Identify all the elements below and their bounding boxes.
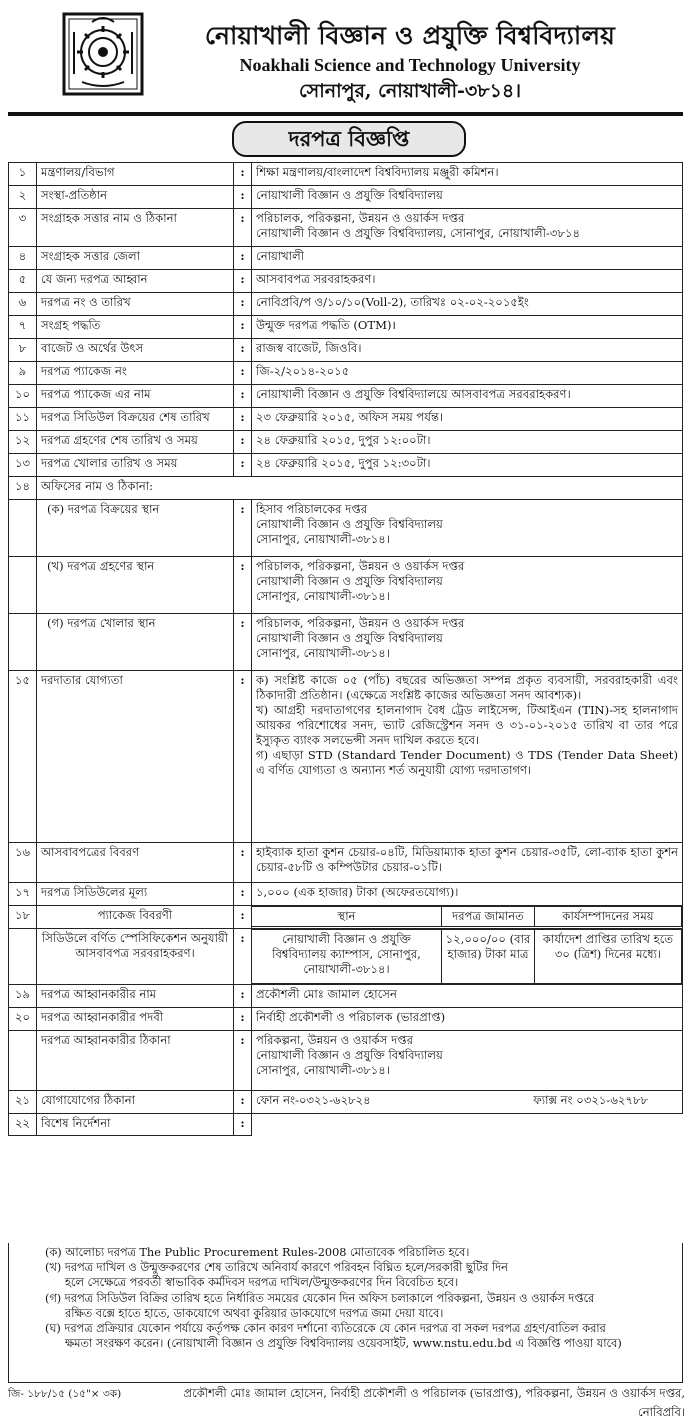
row-number: ৭	[9, 316, 37, 339]
university-logo	[62, 12, 144, 96]
row-value	[252, 1031, 683, 1091]
qualification-text	[252, 671, 683, 843]
note-d-line2: ক্ষমতা সংরক্ষণ করেন। (নোয়াখালী বিজ্ঞান ও প্রযুক্তি বিশ্ববিদ্যালয় ওয়েবসাইট, www.nstu.edu.bd এ বিজ্ঞপ্তি পাওয়া যাবে)	[65, 1337, 622, 1351]
university-name-en: Noakhali Science and Technology University	[239, 55, 581, 75]
colon: :	[234, 454, 252, 477]
university-name-bn: নোয়াখালী বিজ্ঞান ও প্রযুক্তি বিশ্ববিদ্যালয়	[204, 21, 616, 50]
office-label: (ক) দরপত্র বিক্রয়ের স্থান	[37, 500, 234, 557]
signature: প্রকৌশলী মোঃ জামাল হোসেন, নির্বাহী প্রকৌশলী ও পরিচালক (ভারপ্রাপ্ত), পরিকল্পনা, উন্নয়ন ও ওয়ার্কস দপ্তর, নোবিপ্রবি।	[183, 1386, 685, 1419]
office-row	[9, 557, 683, 614]
row-label: আসবাবপত্রের বিবরণ	[37, 843, 234, 883]
colon: :	[234, 247, 252, 270]
row-label: যে জন্য দরপত্র আহ্বান	[37, 270, 234, 293]
table-row	[9, 1008, 683, 1031]
row-number: ১৬	[9, 843, 37, 883]
colon: :	[234, 431, 252, 454]
row-value: হাইব্যাক হাতা কুশন চেয়ার-০৪টি, মিডিয়াম্যাক হাতা কুশন চেয়ার-৩৫টি, লো-ব্যাক হাতা কুশন চেয়ার-৫৮টি ও কম্পিউটার চেয়ার-০১টি।	[252, 843, 683, 883]
row-value: ২৪ ফেব্রুয়ারি ২০১৫, দুপুর ১২:৩০টা।	[252, 454, 683, 477]
row-label: দরপত্র প্যাকেজ নং	[37, 362, 234, 385]
table-row	[9, 454, 683, 477]
colon: :	[234, 293, 252, 316]
row-label: সংস্থা-প্রতিষ্ঠান	[37, 186, 234, 209]
row-value: প্রকৌশলী মোঃ জামাল হোসেন	[252, 985, 683, 1008]
office-address	[252, 557, 683, 614]
header-rule	[8, 112, 683, 116]
row-value: জি-২/২০১৪-২০১৫	[252, 362, 683, 385]
table-row	[9, 316, 683, 339]
colon: :	[234, 339, 252, 362]
table-row	[9, 339, 683, 362]
table-row	[9, 883, 683, 906]
qualification-c: গ) এছাড়া STD (Standard Tender Document) ও TDS (Tender Data Sheet) এ বর্ণিত যোগ্যতা ও অন্যান্য শর্ত অনুযায়ী যোগ্য দরদাতাগণ।	[256, 748, 678, 777]
row-value: নোয়াখালী বিজ্ঞান ও প্রযুক্তি বিশ্ববিদ্যালয়ে আসবাবপত্র সরবরাহকরণ।	[252, 385, 683, 408]
office-row	[9, 614, 683, 671]
table-row	[9, 209, 683, 247]
row-value: নোয়াখালী বিজ্ঞান ও প্রযুক্তি বিশ্ববিদ্যালয়	[252, 186, 683, 209]
office-address	[252, 614, 683, 671]
row-value: নোবিপ্রবি/প ও/১০/১০(Voll-2), তারিখঃ ০২-০২-২০১৫ইং	[252, 293, 683, 316]
table-row	[9, 1031, 683, 1091]
row-label: দরপত্র আহ্বানকারীর নাম	[37, 985, 234, 1008]
special-notes	[8, 1243, 683, 1383]
row-number: ১১	[9, 408, 37, 431]
colon: :	[234, 1008, 252, 1031]
row-number: ১৮	[9, 906, 37, 929]
row-value: নোয়াখালী	[252, 247, 683, 270]
note-c-line1: (গ) দরপত্র সিডিউল বিক্রির তারিখ হতে নির্ধারিত সময়ের যেকোন দিন অফিস চলাকালে পরিকল্পনা, উন্নয়ন ও ওয়ার্কস দপ্তরে	[45, 1291, 595, 1305]
colon: :	[234, 385, 252, 408]
colon: :	[234, 186, 252, 209]
row-label: বিশেষ নির্দেশনা	[37, 1114, 234, 1136]
row-number: ১	[9, 163, 37, 186]
university-address: সোনাপুর, নোয়াখালী-৩৮১৪।	[298, 80, 522, 102]
phone-number: ফোন নং-০৩২১-৬২৮২৪	[256, 1093, 371, 1107]
row-label: বাজেট ও অর্থের উৎস	[37, 339, 234, 362]
row-label: দরপত্র আহ্বানকারীর ঠিকানা	[37, 1031, 234, 1091]
header-security: দরপত্র জামানত	[442, 907, 535, 927]
row-label: দরপত্র গ্রহণের শেষ তারিখ ও সময়	[37, 431, 234, 454]
row-label: দরপত্র প্যাকেজ এর নাম	[37, 385, 234, 408]
table-row	[9, 408, 683, 431]
colon: :	[234, 883, 252, 906]
colon: :	[234, 1114, 252, 1136]
table-row	[9, 293, 683, 316]
colon: :	[234, 270, 252, 293]
colon: :	[234, 316, 252, 339]
row-label: দরপত্র খোলার তারিখ ও সময়	[37, 454, 234, 477]
row-number: ৩	[9, 209, 37, 247]
row-number: ২০	[9, 1008, 37, 1031]
value-line: নোয়াখালী বিজ্ঞান ও প্রযুক্তি বিশ্ববিদ্যালয়	[256, 1048, 443, 1062]
colon: :	[234, 209, 252, 247]
row-number: ২	[9, 186, 37, 209]
table-row	[9, 362, 683, 385]
note-d-line1: (ঘ) দরপত্র প্রক্রিয়ার যেকোন পর্যায়ে কর্তৃপক্ষ কোন কারণ দর্শানো ব্যতিরেকে যে কোন দরপত্র বা সকল দরপত্র গ্রহণ/বাতিল করার	[45, 1322, 606, 1336]
row-number: ৯	[9, 362, 37, 385]
value-line: সোনাপুর, নোয়াখালী-৩৮১৪।	[256, 589, 390, 603]
colon: :	[234, 500, 252, 557]
qualification-b: খ) আগ্রহী দরদাতাগণের হালনাগাদ বৈধ ট্রেড লাইসেন্স, টিআইএন (TIN)-সহ হালনাগাদ আয়কর পরিশোধের সনদ, ভ্যাট রেজিস্ট্রেশন সনদ ও ৩১-০১-২০১৫ তারিখ বা তার পরে ইস্যুকৃত ব্যাংক সলভেন্সী সনদ দাখিল করতে হবে।	[256, 703, 678, 747]
office-row	[9, 500, 683, 557]
row-label: অফিসের নাম ও ঠিকানা:	[37, 477, 683, 500]
package-time: কার্যাদেশ প্রাপ্তির তারিখ হতে ৩০ (ত্রিশ) দিনের মধ্যে।	[535, 930, 682, 984]
row-value: আসবাবপত্র সরবরাহকরণ।	[252, 270, 683, 293]
row-number: ১৭	[9, 883, 37, 906]
row-label: যোগাযোগের ঠিকানা	[37, 1091, 234, 1114]
row-number: ১৩	[9, 454, 37, 477]
row-value	[252, 1091, 683, 1114]
table-row	[9, 431, 683, 454]
value-line: নোয়াখালী বিজ্ঞান ও প্রযুক্তি বিশ্ববিদ্যালয়	[256, 574, 443, 588]
note-a: (ক) আলোচ্য দরপত্র The Public Procurement Rules-2008 মোতাবেক পরিচালিত হবে।	[45, 1246, 470, 1259]
row-value: উন্মুক্ত দরপত্র পদ্ধতি (OTM)।	[252, 316, 683, 339]
ad-code: জি- ১৮৮/১৫ (১৫"× ৩ক)	[8, 1388, 122, 1400]
value-line: পরিচালক, পরিকল্পনা, উন্নয়ন ও ওয়ার্কস দপ্তর	[256, 559, 465, 573]
colon: :	[234, 671, 252, 843]
value-line: সোনাপুর, নোয়াখালী-৩৮১৪।	[256, 532, 390, 546]
row-label: সংগ্রহ পদ্ধতি	[37, 316, 234, 339]
header-time: কার্যসম্পাদনের সময়	[535, 907, 682, 927]
row-value: ২৩ ফেব্রুয়ারি ২০১৫, অফিস সময় পর্যন্ত।	[252, 408, 683, 431]
fax-number: ফ্যাক্স নং ০৩২১-৬২৭৮৮	[533, 1093, 648, 1107]
row-number: ২১	[9, 1091, 37, 1114]
colon: :	[234, 557, 252, 614]
value-line: সোনাপুর, নোয়াখালী-৩৮১৪।	[256, 1063, 390, 1077]
row-label: মন্ত্রণালয়/বিভাগ	[37, 163, 234, 186]
colon: :	[234, 163, 252, 186]
table-row	[9, 247, 683, 270]
table-row	[9, 1091, 683, 1114]
note-b-line2: হলে সেক্ষেত্রে পরবর্তী স্বাভাবিক কর্মদিবস দরপত্র দাখিল/উন্মুক্তকরণের দিন বিবেচিত হবে।	[65, 1276, 459, 1290]
colon: :	[234, 614, 252, 671]
row-label: দরপত্র সিডিউল বিক্রয়ের শেষ তারিখ	[37, 408, 234, 431]
colon: :	[234, 1031, 252, 1091]
value-line: পরিচালক, পরিকল্পনা, উন্নয়ন ও ওয়ার্কস দপ্তর	[256, 616, 465, 630]
row-value	[252, 209, 683, 247]
table-row	[9, 186, 683, 209]
office-label: (খ) দরপত্র গ্রহণের স্থান	[37, 557, 234, 614]
value-line: নোয়াখালী বিজ্ঞান ও প্রযুক্তি বিশ্ববিদ্যালয়	[256, 517, 443, 531]
table-row	[9, 843, 683, 883]
row-number: ১৯	[9, 985, 37, 1008]
row-number: ৪	[9, 247, 37, 270]
table-row	[9, 477, 683, 500]
row-number: ১২	[9, 431, 37, 454]
value-line: হিসাব পরিচালকের দপ্তর	[256, 502, 368, 516]
row-label: প্যাকেজ বিবরণী	[37, 906, 234, 929]
package-security: ১২,০০০/০০ (বার হাজার) টাকা মাত্র	[442, 930, 535, 984]
office-label: (গ) দরপত্র খোলার স্থান	[37, 614, 234, 671]
row-label: সংগ্রাহক সত্তার জেলা	[37, 247, 234, 270]
package-place: নোয়াখালী বিজ্ঞান ও প্রযুক্তি বিশ্ববিদ্যালয় ক্যাম্পাস, সোনাপুর, নোয়াখালী-৩৮১৪।	[252, 930, 442, 984]
colon: :	[234, 1091, 252, 1114]
table-row	[9, 985, 683, 1008]
value-line: নোয়াখালী বিজ্ঞান ও প্রযুক্তি বিশ্ববিদ্যালয়, সোনাপুর, নোয়াখালী-৩৮১৪	[256, 226, 581, 240]
row-label: সংগ্রাহক সত্তার নাম ও ঠিকানা	[37, 209, 234, 247]
note-b-line1: (খ) দরপত্র দাখিল ও উন্মুক্তকরণের শেষ তারিখে অনিবার্য কারণে পরিবহন বিঘ্নিত হলে/সরকারী ছুটির দিন	[45, 1261, 508, 1275]
qualification-row	[9, 671, 683, 843]
row-number: ১০	[9, 385, 37, 408]
row-value: রাজস্ব বাজেট, জিওবি।	[252, 339, 683, 362]
row-label: দরপত্র সিডিউলের মূল্য	[37, 883, 234, 906]
colon: :	[234, 906, 252, 929]
value-line: পরিকল্পনা, উন্নয়ন ও ওয়ার্কস দপ্তর	[256, 1033, 414, 1047]
notice-title: দরপত্র বিজ্ঞপ্তি	[232, 121, 466, 157]
colon: :	[234, 929, 252, 985]
package-header-row	[9, 906, 683, 929]
row-number: ১৪	[9, 477, 37, 500]
row-label: দরপত্র আহ্বানকারীর পদবী	[37, 1008, 234, 1031]
row-number: ১৫	[9, 671, 37, 843]
colon: :	[234, 362, 252, 385]
table-row	[9, 385, 683, 408]
row-number: ৫	[9, 270, 37, 293]
colon: :	[234, 408, 252, 431]
row-number: ৮	[9, 339, 37, 362]
row-label: দরদাতার যোগ্যতা	[37, 671, 234, 843]
header-place: স্থান	[252, 907, 442, 927]
row-number: ২২	[9, 1114, 37, 1136]
row-value: ১,০০০ (এক হাজার) টাকা (অফেরতযোগ্য)।	[252, 883, 683, 906]
office-address	[252, 500, 683, 557]
colon: :	[234, 843, 252, 883]
value-line: সোনাপুর, নোয়াখালী-৩৮১৪।	[256, 646, 390, 660]
table-row	[9, 163, 683, 186]
note-c-line2: রক্ষিত বক্সে হাতে হাতে, ডাকযোগে অথবা কুরিয়ার ডাকযোগে দরপত্র জমা দেয়া যাবে।	[65, 1306, 444, 1320]
value-line: নোয়াখালী বিজ্ঞান ও প্রযুক্তি বিশ্ববিদ্যালয়	[256, 631, 443, 645]
row-value: শিক্ষা মন্ত্রণালয়/বাংলাদেশ বিশ্ববিদ্যালয় মঞ্জুরী কমিশন।	[252, 163, 683, 186]
table-row	[9, 270, 683, 293]
colon: :	[234, 985, 252, 1008]
row-number: ৬	[9, 293, 37, 316]
value-line: পরিচালক, পরিকল্পনা, উন্নয়ন ও ওয়ার্কস দপ্তর	[256, 211, 465, 225]
header	[0, 0, 693, 108]
row-value: ২৪ ফেব্রুয়ারি ২০১৫, দুপুর ১২:০০টা।	[252, 431, 683, 454]
qualification-a: ক) সংশ্লিষ্ট কাজে ০৫ (পাঁচ) বছরের অভিজ্ঞতা সম্পন্ন প্রকৃত ব্যবসায়ী, সরবরাহকারী এবং ঠিকাদারী প্রতিষ্ঠান। (এক্ষেত্রে সংশ্লিষ্ট কাজের অভিজ্ঞতা সনদ আবশ্যক)।	[256, 673, 678, 702]
package-desc: সিডিউলে বর্ণিত স্পেসিফিকেশন অনুযায়ী আসবাবপত্র সরবরাহকরণ।	[37, 929, 234, 985]
table-row	[9, 1114, 683, 1136]
row-value: নির্বাহী প্রকৌশলী ও পরিচালক (ভারপ্রাপ্ত)	[252, 1008, 683, 1031]
row-label: দরপত্র নং ও তারিখ	[37, 293, 234, 316]
tender-table	[8, 162, 683, 1136]
package-row	[9, 929, 683, 985]
